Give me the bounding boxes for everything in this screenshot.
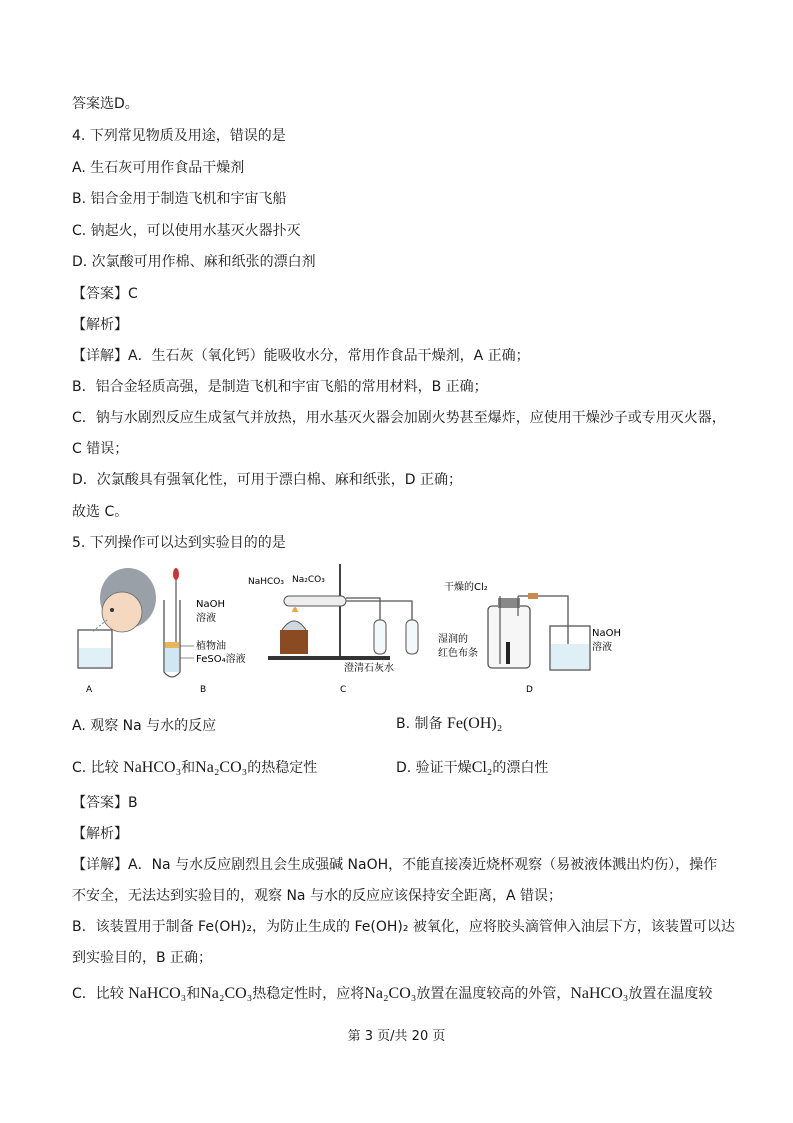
q5-analysis-line-c [72,984,712,1004]
q4-option-d: D. 次氯酸可用作棉、麻和纸张的漂白剂 [72,254,316,270]
q5-analysis-line: 【详解】A．Na 与水反应剧烈且会生成强碱 NaOH，不能直接凑近烧杯观察（易被液体溅出灼伤），操作 [72,857,718,873]
label-feso4: FeSO₄溶液 [196,654,246,665]
figure-b [164,568,246,695]
q4-analysis-title: 【解析】 [72,317,128,333]
analysis-formula: Na₂CO₃ [200,985,253,1002]
q4-analysis-line: 【详解】A．生石灰（氧化钙）能吸收水分，常用作食品干燥剂，A 正确； [72,348,530,364]
q5-analysis-line: 不安全，无法达到实验目的，观察 Na 与水的反应应该保持安全距离，A 错误； [72,888,562,904]
label-zhiwuyou: 植物油 [196,641,226,652]
q4-analysis-line: C．钠与水剧烈反应生成氢气并放热，用水基灭火器会加剧火势甚至爆炸，应使用干燥沙子或专用灭火器， [72,410,726,426]
label-d: D [526,685,533,695]
q5-option-d-text: D. 验证干燥 [396,760,472,776]
figure-c [248,564,418,695]
label-a: A [86,685,93,695]
prev-answer: 答案选D。 [72,96,139,112]
analysis-formula: NaHCO₃ [128,985,187,1002]
q5-answer: 【答案】B [72,795,138,811]
q4-stem: 4. 下列常见物质及用途，错误的是 [72,128,286,144]
q5-option-c-text: C. 比较 [72,760,124,776]
q5-option-d-text: 的漂白性 [492,760,549,776]
analysis-text: 和 [186,986,201,1002]
analysis-text: 放置在温度较高的外管， [416,986,571,1002]
analysis-text: 热稳定性时，应将 [252,986,365,1002]
q5-option-b [396,714,502,734]
label-wet-1: 湿润的 [438,634,468,645]
q5-option-c-text: 的热稳定性 [247,760,318,776]
label-b: B [200,685,207,695]
label-dry-cl2: 干燥的Cl₂ [444,582,488,593]
q5-option-d-formula: Cl₂ [471,759,493,776]
q4-analysis-line: B．铝合金轻质高强，是制造飞机和宇宙飞船的常用材料，B 正确； [72,379,488,395]
q4-analysis-line: C 错误； [72,441,129,457]
analysis-text: 放置在温度较 [628,986,713,1002]
q5-option-c-formula: NaHCO₃ [123,759,182,776]
q5-stem: 5. 下列操作可以达到实验目的的是 [72,535,286,551]
label-wet-2: 红色布条 [438,648,478,659]
q4-option-b: B. 铝合金用于制造飞机和宇宙飞船 [72,191,287,207]
q5-analysis-title: 【解析】 [72,826,128,842]
q5-option-b-text: B. 制备 [396,716,447,732]
q5-option-d [396,758,548,778]
q5-analysis-line: 到实验目的，B 正确； [72,950,213,966]
q5-option-c-formula: Na₂CO₃ [195,759,248,776]
label-na2co3-c: Na₂CO₃ [292,575,325,585]
q5-option-a: A. 观察 Na 与水的反应 [72,718,217,734]
q5-option-c-text: 和 [181,760,196,776]
q5-option-c [72,758,317,778]
page-footer: 第 3 页/共 20 页 [347,1029,446,1044]
label-nahco3-c: NaHCO₃ [248,577,284,587]
label-naoh-b: NaOH [196,599,225,610]
analysis-formula: NaHCO₃ [570,985,629,1002]
label-rongye-b: 溶液 [196,613,216,624]
q5-analysis-line: B．该装置用于制备 Fe(OH)₂，为防止生成的 Fe(OH)₂ 被氧化，应将胶头滴管伸入油层下方，该装置可以达 [72,919,735,935]
figure-a [78,568,156,695]
q4-analysis-line: 故选 C。 [72,504,129,520]
analysis-text: C．比较 [72,986,129,1002]
label-limewater: 澄清石灰水 [344,663,394,674]
label-c: C [340,685,347,695]
q4-answer: 【答案】C [72,286,138,302]
q5-apparatus-figure [72,560,722,700]
figure-d [438,580,621,695]
q4-option-a: A. 生石灰可用作食品干燥剂 [72,160,245,176]
q4-option-c: C. 钠起火，可以使用水基灭火器扑灭 [72,223,301,239]
q4-analysis-line: D．次氯酸具有强氧化性，可用于漂白棉、麻和纸张，D 正确； [72,472,463,488]
label-rongye-d: 溶液 [592,642,612,653]
analysis-formula: Na₂CO₃ [364,985,417,1002]
label-naoh-d: NaOH [592,628,621,639]
q5-option-b-formula: Fe(OH)₂ [446,715,503,732]
